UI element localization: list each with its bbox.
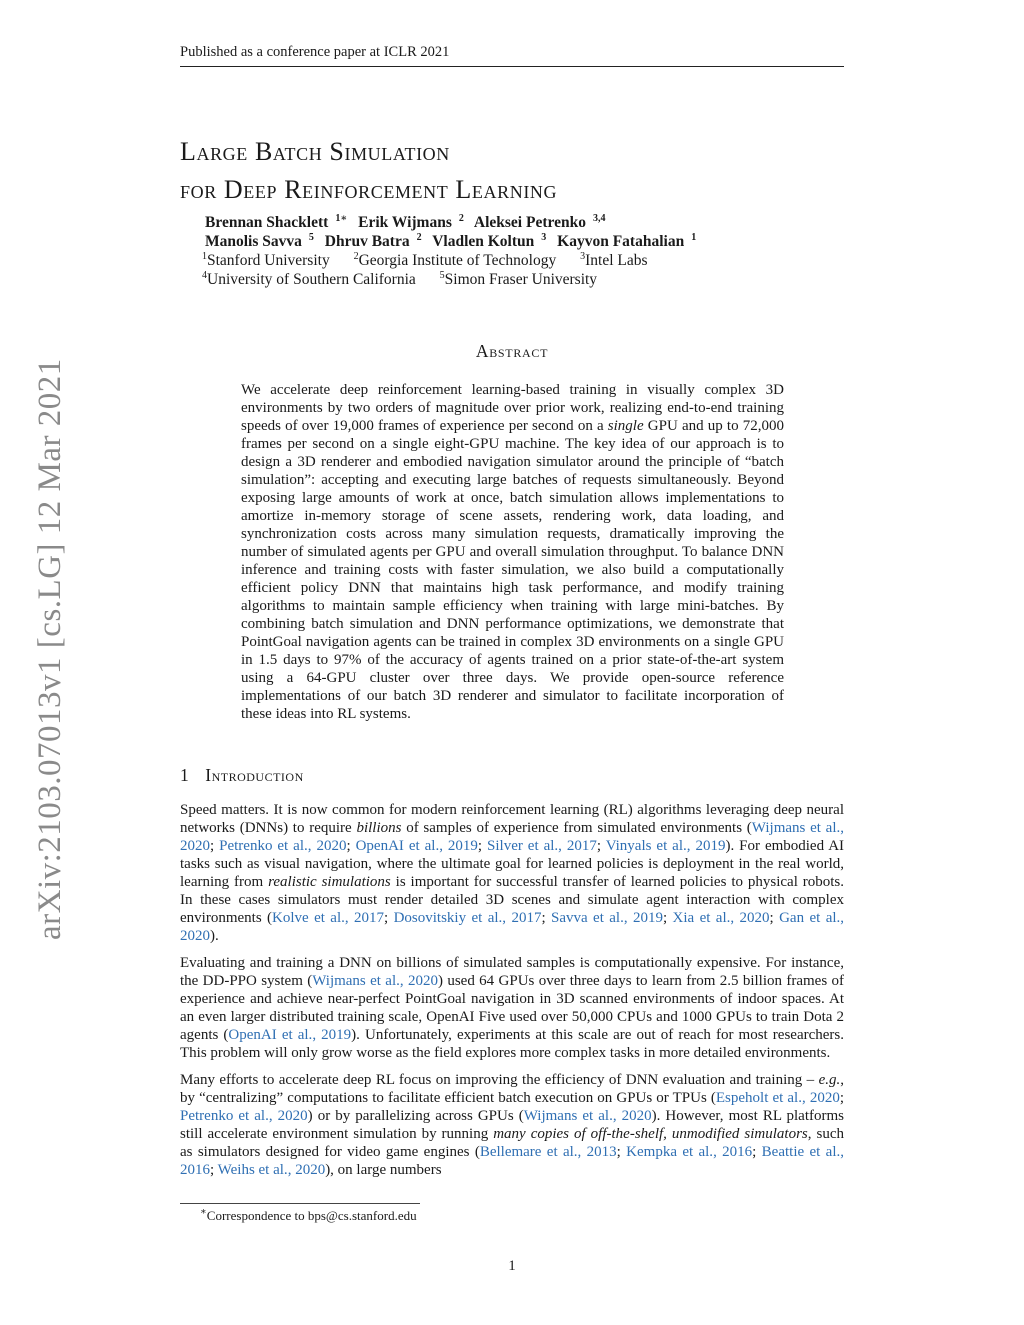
citation-link[interactable]: Dosovitskiy et al., 2017 <box>393 910 542 926</box>
arxiv-identifier-stamp: arXiv:2103.07013v1 [cs.LG] 12 Mar 2021 <box>32 358 68 940</box>
paragraph: Evaluating and training a DNN on billions of simulated samples is computationally expensive. For instance, the DD-PPO system (Wijmans et al., 2020) used 64 GPUs over three days to learn from 2.5 billion frames of experience and achieve near-perfect PointGoal navigation in 3D scanned environments of indoor spaces. At an even larger distributed training scale, OpenAI Five used over 50,000 CPUs and 1000 GPUs to train Dota 2 agents (OpenAI et al., 2019). Unfortunately, experiments at this scale are out of reach for most researchers. This problem will only grow worse as the field explores more complex tasks in more detailed environments. <box>180 955 844 1061</box>
section-heading-introduction <box>180 765 304 786</box>
citation-link[interactable]: Wijmans et al., 2020 <box>312 973 438 989</box>
author: Manolis Savva $^5$ <box>205 231 314 250</box>
affiliation-row-2 <box>202 270 842 289</box>
author-row-2 <box>205 232 845 251</box>
citation-link[interactable]: Kolve et al., 2017 <box>272 910 385 926</box>
citation-link[interactable]: OpenAI et al., 2019 <box>355 838 478 854</box>
footnote-mark: ∗ <box>200 1206 207 1218</box>
footnote <box>200 1208 417 1224</box>
author: Brennan Shacklett $^{1∗}$ <box>205 212 348 231</box>
citation-link[interactable]: Savva et al., 2019 <box>551 910 663 926</box>
author: Kayvon Fatahalian $^1$ <box>557 231 697 250</box>
author: Erik Wijmans $^2$ <box>358 212 464 231</box>
title-line-2: for Deep Reinforcement Learning <box>180 175 558 204</box>
affiliation-row-1 <box>202 251 842 270</box>
author: Aleksei Petrenko $^{3,4}$ <box>473 212 606 231</box>
abstract-text: We accelerate deep reinforcement learning-based training in visually complex 3D environments by two orders of magnitude over prior work, realizing end-to-end training speeds of over 19,000 frames of experience per second on a single GPU and up to 72,000 frames per second on a single eight-GPU machine. The key idea of our approach is to design a 3D renderer and embodied navigation simulator around the principle of “batch simulation”: accepting and executing large batches of requests simultaneously. Beyond exposing large amounts of work at once, batch simulation allows implementations to amortize in-memory storage of scene assets, rendering work, data loading, and synchronization costs across many simulation requests, dramatically improving the number of simulated agents per GPU and overall simulation throughput. To balance DNN inference and training costs with faster simulation, we also build a computationally efficient policy DNN that maintains high task performance, and modify training algorithms to maintain sample efficiency when training with large mini-batches. By combining batch simulation and DNN performance optimizations, we demonstrate that PointGoal navigation agents can be trained in complex 3D environments on a single GPU in 1.5 days to 97% of the accuracy of agents trained on a prior state-of-the-art system using a 64-GPU cluster over three days. We provide open-source reference implementations of our batch 3D renderer and simulator to facilitate incorporation of these ideas into RL systems. <box>241 382 784 722</box>
author-block <box>202 212 845 289</box>
affiliation: $^3$Intel Labs <box>580 250 648 269</box>
page-number: 1 <box>508 1258 516 1274</box>
citation-link[interactable]: OpenAI et al., 2019 <box>228 1027 352 1043</box>
paper-title <box>180 133 880 209</box>
citation-link[interactable]: Vinyals et al., 2019 <box>605 838 726 854</box>
citation-link[interactable]: Xia et al., 2020 <box>672 910 770 926</box>
author: Vladlen Koltun $^3$ <box>432 231 547 250</box>
citation-link[interactable]: Petrenko et al., 2020 <box>219 838 347 854</box>
introduction-body <box>180 801 844 1188</box>
affiliation: $^1$Stanford University <box>202 250 330 269</box>
author-row-1 <box>205 213 845 232</box>
running-header: Published as a conference paper at ICLR 2021 <box>180 44 844 67</box>
title-line-1: Large Batch Simulation <box>180 137 450 166</box>
section-number: 1 <box>180 765 190 785</box>
citation-link[interactable]: Beattie et al., 2016 <box>180 1144 844 1178</box>
affiliation: $^2$Georgia Institute of Technology <box>353 250 557 269</box>
affiliation: $^5$Simon Fraser University <box>439 269 598 288</box>
section-title: Introduction <box>205 765 304 785</box>
abstract-heading: Abstract <box>475 341 549 361</box>
citation-link[interactable]: Gan et al., 2020 <box>180 910 845 944</box>
paragraph: Many efforts to accelerate deep RL focus on improving the efficiency of DNN evaluation and training – e.g., by “centralizing” computations to facilitate efficient batch execution on GPUs or TPUs (Espeholt et al., 2020; Petrenko et al., 2020) or by parallelizing across GPUs (Wijmans et al., 2020). However, most RL platforms still accelerate environment simulation by running many copies of off-the-shelf, unmodified simulators, such as simulators designed for video game engines (Bellemare et al., 2013; Kempka et al., 2016; Beattie et al., 2016; Weihs et al., 2020), on large numbers <box>180 1072 844 1178</box>
citation-link[interactable]: Bellemare et al., 2013 <box>479 1144 617 1160</box>
citation-link[interactable]: Espeholt et al., 2020 <box>715 1090 840 1106</box>
author: Dhruv Batra $^2$ <box>324 231 422 250</box>
footnote-divider <box>180 1203 420 1204</box>
citation-link[interactable]: Wijmans et al., 2020 <box>180 820 844 854</box>
affiliation: $^4$University of Southern California <box>202 269 416 288</box>
citation-link[interactable]: Weihs et al., 2020 <box>217 1162 326 1178</box>
citation-link[interactable]: Wijmans et al., 2020 <box>523 1108 652 1124</box>
citation-link[interactable]: Petrenko et al., 2020 <box>180 1108 308 1124</box>
paragraph: Speed matters. It is now common for modern reinforcement learning (RL) algorithms leveraging deep neural networks (DNNs) to require billions of samples of experience from simulated environments (Wijmans et al., 2020; Petrenko et al., 2020; OpenAI et al., 2019; Silver et al., 2017; Vinyals et al., 2019). For embodied AI tasks such as visual navigation, where the ultimate goal for learned policies is deployment in the real world, learning from realistic simulations is important for successful transfer of learned policies to physical robots. In these cases simulators must render detailed 3D scenes and simulate agent interaction with complex environments (Kolve et al., 2017; Dosovitskiy et al., 2017; Savva et al., 2019; Xia et al., 2020; Gan et al., 2020). <box>180 802 845 944</box>
citation-link[interactable]: Kempka et al., 2016 <box>626 1144 753 1160</box>
footnote-text: Correspondence to bps@cs.stanford.edu <box>206 1208 417 1223</box>
citation-link[interactable]: Silver et al., 2017 <box>487 838 597 854</box>
